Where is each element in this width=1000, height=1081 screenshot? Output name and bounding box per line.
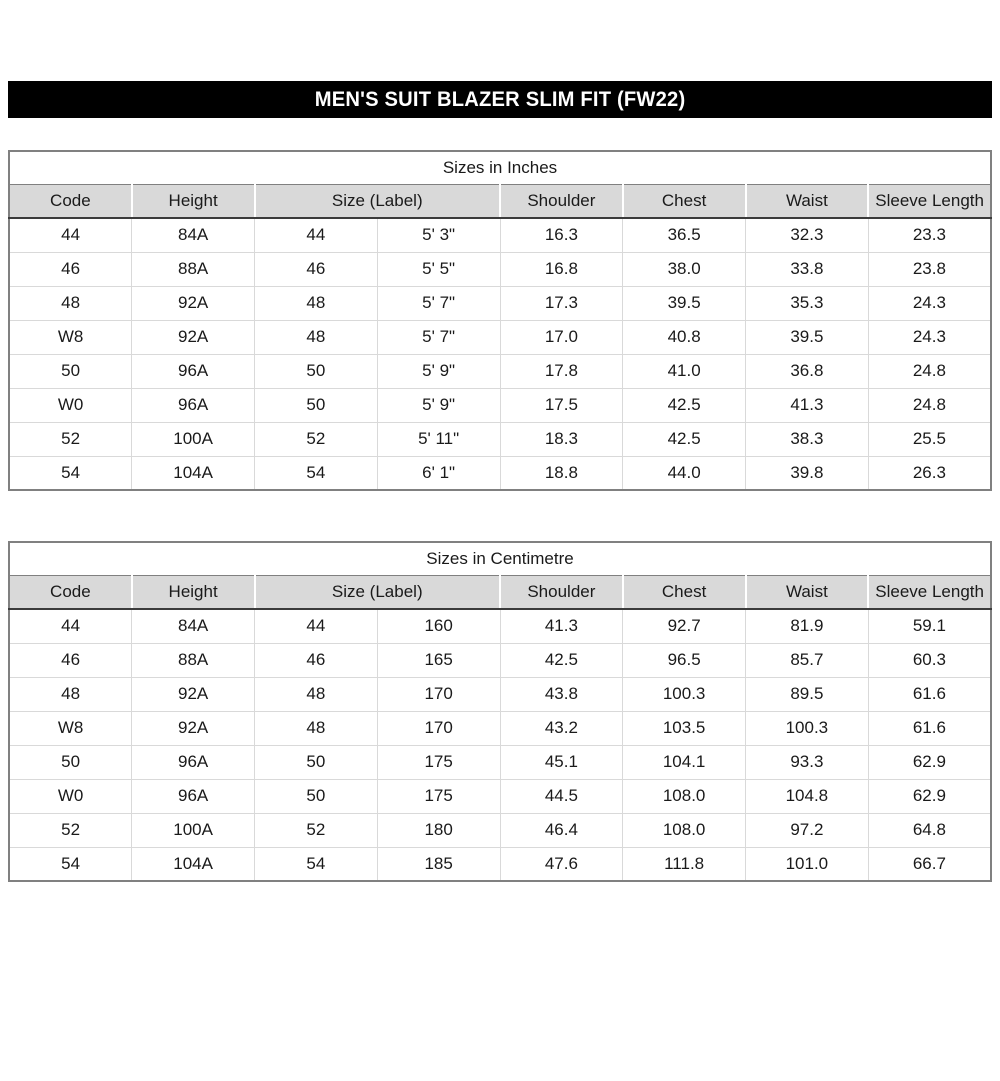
table-cell: 5' 3" — [377, 218, 500, 252]
table-cell: 101.0 — [746, 847, 869, 881]
table-cell: 5' 9" — [377, 388, 500, 422]
table-cell: W0 — [9, 779, 132, 813]
table-cell: 175 — [377, 745, 500, 779]
size-table-inches — [8, 150, 992, 491]
table-cell: 35.3 — [746, 286, 869, 320]
table-row — [9, 456, 991, 490]
table-cell: 24.3 — [868, 320, 991, 354]
table-cell: 42.5 — [500, 643, 623, 677]
table-cell: 170 — [377, 677, 500, 711]
table-cell: 59.1 — [868, 609, 991, 643]
table-cell: 104.8 — [746, 779, 869, 813]
table-row — [9, 847, 991, 881]
table-cell: 52 — [255, 813, 378, 847]
table-cell: 39.5 — [746, 320, 869, 354]
table-cell: 64.8 — [868, 813, 991, 847]
table-cell: 92A — [132, 286, 255, 320]
table-cell: 180 — [377, 813, 500, 847]
column-header-waist: Waist — [746, 575, 869, 609]
table-cell: 42.5 — [623, 388, 746, 422]
table-cell: 108.0 — [623, 779, 746, 813]
table-cell: 41.3 — [500, 609, 623, 643]
table-row — [9, 422, 991, 456]
size-table-centimetre — [8, 541, 992, 882]
table-cell: 50 — [255, 354, 378, 388]
table-cell: 48 — [255, 677, 378, 711]
table-cell: 165 — [377, 643, 500, 677]
table-cell: 17.0 — [500, 320, 623, 354]
table-row — [9, 320, 991, 354]
table-cell: W8 — [9, 711, 132, 745]
table-cell: 32.3 — [746, 218, 869, 252]
table-cell: 48 — [255, 320, 378, 354]
table-cell: 5' 5" — [377, 252, 500, 286]
table-header-row — [9, 575, 991, 609]
table-row — [9, 779, 991, 813]
table-cell: 96A — [132, 354, 255, 388]
table-cell: 92.7 — [623, 609, 746, 643]
column-header-shoulder: Shoulder — [500, 184, 623, 218]
column-header-waist: Waist — [746, 184, 869, 218]
table-title-row — [9, 151, 991, 184]
column-header-code: Code — [9, 575, 132, 609]
table-cell: 24.8 — [868, 388, 991, 422]
title-banner — [8, 81, 992, 118]
table-row — [9, 609, 991, 643]
table-cell: 54 — [255, 456, 378, 490]
table-cell: 54 — [9, 847, 132, 881]
table-cell: 97.2 — [746, 813, 869, 847]
table-row — [9, 388, 991, 422]
table-cell: 92A — [132, 711, 255, 745]
table-row — [9, 252, 991, 286]
table-cell: 44.0 — [623, 456, 746, 490]
table-cell: 54 — [9, 456, 132, 490]
table-cell: 62.9 — [868, 745, 991, 779]
table-cell: 61.6 — [868, 677, 991, 711]
table-cell: 48 — [255, 711, 378, 745]
table-cell: 5' 9" — [377, 354, 500, 388]
table-cell: 92A — [132, 677, 255, 711]
table-cell: 88A — [132, 252, 255, 286]
table-cell: 104A — [132, 847, 255, 881]
table-cell: 96.5 — [623, 643, 746, 677]
table-cell: 18.8 — [500, 456, 623, 490]
table-cell: 44 — [255, 609, 378, 643]
table-cell: 92A — [132, 320, 255, 354]
table-cell: 40.8 — [623, 320, 746, 354]
table-cell: 84A — [132, 218, 255, 252]
table-cell: 50 — [9, 354, 132, 388]
table-row — [9, 813, 991, 847]
table-row — [9, 286, 991, 320]
column-header-code: Code — [9, 184, 132, 218]
table-title: Sizes in Centimetre — [9, 542, 991, 575]
table-cell: 17.3 — [500, 286, 623, 320]
table-cell: 54 — [255, 847, 378, 881]
table-cell: 18.3 — [500, 422, 623, 456]
table-cell: 85.7 — [746, 643, 869, 677]
table-cell: 96A — [132, 779, 255, 813]
table-cell: 60.3 — [868, 643, 991, 677]
table-cell: W8 — [9, 320, 132, 354]
table-cell: 93.3 — [746, 745, 869, 779]
table-cell: 23.3 — [868, 218, 991, 252]
table-cell: 50 — [255, 779, 378, 813]
table-cell: 39.5 — [623, 286, 746, 320]
table-cell: 5' 11" — [377, 422, 500, 456]
column-header-height: Height — [132, 184, 255, 218]
table-cell: 6' 1" — [377, 456, 500, 490]
table-cell: 43.8 — [500, 677, 623, 711]
table-cell: 47.6 — [500, 847, 623, 881]
table-cell: 25.5 — [868, 422, 991, 456]
table-title-row — [9, 542, 991, 575]
column-header-size-label: Size (Label) — [255, 184, 501, 218]
table-cell: 5' 7" — [377, 320, 500, 354]
table-cell: 46 — [9, 643, 132, 677]
table-cell: 52 — [9, 422, 132, 456]
table-cell: 52 — [255, 422, 378, 456]
table-cell: 24.3 — [868, 286, 991, 320]
table-cell: 24.8 — [868, 354, 991, 388]
table-cell: 36.5 — [623, 218, 746, 252]
table-row — [9, 354, 991, 388]
table-cell: 45.1 — [500, 745, 623, 779]
table-cell: 100.3 — [746, 711, 869, 745]
table-header-row — [9, 184, 991, 218]
table-cell: 17.8 — [500, 354, 623, 388]
table-cell: 46.4 — [500, 813, 623, 847]
table-cell: 17.5 — [500, 388, 623, 422]
table-cell: 46 — [9, 252, 132, 286]
table-row — [9, 218, 991, 252]
table-cell: 41.0 — [623, 354, 746, 388]
table-cell: 44 — [255, 218, 378, 252]
table-cell: 108.0 — [623, 813, 746, 847]
table-cell: 104A — [132, 456, 255, 490]
table-cell: 5' 7" — [377, 286, 500, 320]
table-cell: 50 — [9, 745, 132, 779]
table-body — [9, 218, 991, 490]
table-cell: 44 — [9, 218, 132, 252]
table-cell: 38.3 — [746, 422, 869, 456]
table-cell: 175 — [377, 779, 500, 813]
table-title: Sizes in Inches — [9, 151, 991, 184]
table-cell: 50 — [255, 388, 378, 422]
table-cell: 33.8 — [746, 252, 869, 286]
table-cell: 42.5 — [623, 422, 746, 456]
table-cell: 61.6 — [868, 711, 991, 745]
table-cell: 62.9 — [868, 779, 991, 813]
table-cell: 23.8 — [868, 252, 991, 286]
table-cell: 26.3 — [868, 456, 991, 490]
column-header-sleeve-length: Sleeve Length — [868, 575, 991, 609]
table-cell: 16.3 — [500, 218, 623, 252]
table-cell: 100.3 — [623, 677, 746, 711]
table-cell: 96A — [132, 745, 255, 779]
table-cell: 160 — [377, 609, 500, 643]
table-cell: 36.8 — [746, 354, 869, 388]
table-cell: 48 — [9, 677, 132, 711]
table-row — [9, 643, 991, 677]
table-cell: 44.5 — [500, 779, 623, 813]
table-cell: 185 — [377, 847, 500, 881]
table-cell: 100A — [132, 422, 255, 456]
table-cell: 66.7 — [868, 847, 991, 881]
table-cell: 43.2 — [500, 711, 623, 745]
column-header-shoulder: Shoulder — [500, 575, 623, 609]
table-cell: 104.1 — [623, 745, 746, 779]
table-cell: 84A — [132, 609, 255, 643]
table-cell: 88A — [132, 643, 255, 677]
table-row — [9, 677, 991, 711]
table-cell: 96A — [132, 388, 255, 422]
table-row — [9, 745, 991, 779]
column-header-chest: Chest — [623, 575, 746, 609]
table-cell: 44 — [9, 609, 132, 643]
table-cell: W0 — [9, 388, 132, 422]
table-cell: 41.3 — [746, 388, 869, 422]
table-cell: 52 — [9, 813, 132, 847]
table-cell: 100A — [132, 813, 255, 847]
column-header-height: Height — [132, 575, 255, 609]
table-cell: 48 — [9, 286, 132, 320]
table-cell: 39.8 — [746, 456, 869, 490]
column-header-size-label: Size (Label) — [255, 575, 501, 609]
table-cell: 46 — [255, 643, 378, 677]
table-cell: 89.5 — [746, 677, 869, 711]
table-cell: 50 — [255, 745, 378, 779]
banner-title: MEN'S SUIT BLAZER SLIM FIT (FW22) — [314, 87, 686, 111]
column-header-sleeve-length: Sleeve Length — [868, 184, 991, 218]
column-header-chest: Chest — [623, 184, 746, 218]
table-cell: 16.8 — [500, 252, 623, 286]
table-cell: 103.5 — [623, 711, 746, 745]
table-cell: 48 — [255, 286, 378, 320]
table-cell: 111.8 — [623, 847, 746, 881]
table-cell: 170 — [377, 711, 500, 745]
table-cell: 81.9 — [746, 609, 869, 643]
table-row — [9, 711, 991, 745]
table-body — [9, 609, 991, 881]
table-cell: 38.0 — [623, 252, 746, 286]
table-cell: 46 — [255, 252, 378, 286]
